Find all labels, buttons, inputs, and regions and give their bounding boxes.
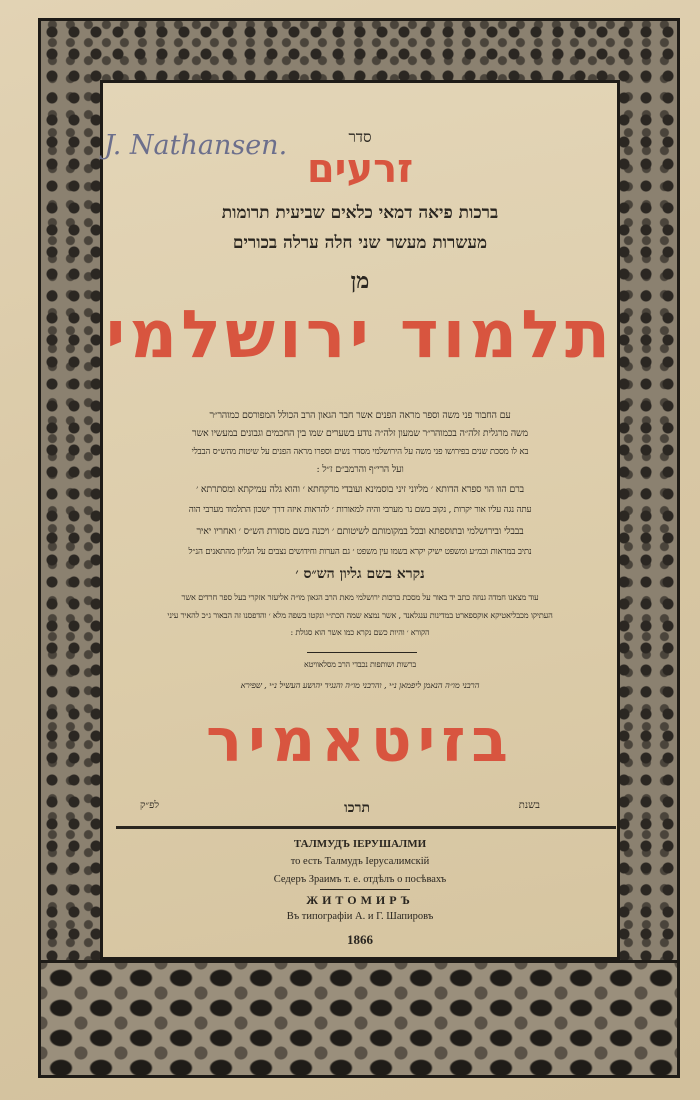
body-line: נקרא בשם גליון הש״ס ׳ bbox=[295, 566, 425, 582]
thick-rule bbox=[116, 826, 616, 829]
divider bbox=[320, 889, 410, 890]
printers-line-1: ברשות ושותפות נכבדי הרב מסלאוויטא bbox=[303, 660, 417, 669]
ornamental-border-bottom bbox=[38, 960, 680, 1078]
addendum-line: עוד מצאנו חמדה גנוזה כתב יד באור על מסכת ברכות ירושלמי מאת הרב הגאון מו״ה אליעזר אזקרי בעל ספר חרדים אשר bbox=[181, 592, 539, 602]
russian-city: ЖИТОМИРЪ bbox=[306, 893, 414, 907]
zeraim-title: זרעים bbox=[306, 146, 414, 192]
talmud-yerushalmi-title: תלמוד ירושלמי bbox=[105, 296, 615, 373]
year-line bbox=[140, 800, 540, 820]
year-suffix: לפ״ק bbox=[140, 800, 160, 811]
year-prefix: בשנת bbox=[518, 800, 540, 811]
addendum-line: הקורא ׳ והיות כשם נקרא כמו אשר הוא סגולת : bbox=[290, 628, 430, 637]
russian-title: ТАЛМУДЪ IЕРУШАЛМИ bbox=[293, 838, 427, 850]
body-line: ברם הוו הוי ספרא הדותא ׳ מליוני זיני בוסמינא ועובדי מרקחתא ׳ והוא גלה עמיקתא ומסתרתא ׳ bbox=[196, 484, 524, 495]
min-label: מן bbox=[350, 268, 370, 294]
body-line: בא לו מסכת שנים בפירושו פני משה על הירושלמי מסדר נשים וספרו מראה הפנים על שיטות מהש״ס הבבלי bbox=[191, 447, 529, 457]
russian-press: Въ типографiи А. и Г. Шапировъ bbox=[286, 911, 434, 922]
city-title: בזיטאמיר bbox=[206, 706, 514, 776]
hebrew-year: תרכו bbox=[344, 800, 370, 816]
seder-label: סדר bbox=[348, 128, 372, 146]
ownership-stamp: J. Nathansen. bbox=[104, 130, 288, 161]
body-line: נתיב במראות ובמ״ע ומשפט ישיק יקרא בשמו עין משפט ׳ גם הערות וחידושים נצבים על הגליון מהתאנים הנ״ל bbox=[188, 547, 532, 557]
printers-line-2: הרבני מו״ה הנאמן ליפמאן נ״י , והרבני מו״ה והנגיד יהושע העשיל נ״י , שפירא bbox=[240, 681, 480, 691]
body-line: עתה נגה עליו אור יקרות , נקוב בשם נר מערבי והיה למאורות ׳ להראות איזה דרך ישכון התלמוד מערבי הוה bbox=[188, 505, 532, 515]
tractates-line-2: מעשרות מעשר שני חלה ערלה בכורים bbox=[232, 233, 488, 253]
body-line: ועל הרי״ף והרמב״ם ז״ל : bbox=[316, 464, 404, 475]
body-line: משה מרגלית זלה״ה בכמוהר״ר שמעון זלה״ה נודע בשערים שמו בין החכמים וגבונים במעשיו אשר bbox=[192, 428, 528, 439]
gregorian-year: 1866 bbox=[347, 932, 373, 947]
body-line: בבבלי ובירושלמי ובתוספתא ובכל במקומותם לשיטותם ׳ ויכנה בשם מסורת הש״ס ׳ ואחריו יאיר bbox=[196, 526, 524, 537]
russian-line-2: то есть Талмудъ Iерусалимскiй bbox=[290, 856, 430, 867]
tractates-line-1: ברכות פיאה דמאי כלאים שביעית תרומות bbox=[221, 203, 499, 223]
addendum-line: העתיקו מכבליאטיקא אוקספארט במדינות ענגלאנד , אשר נמצא שמה הכת״י ונקטו בשפה מלא ׳ והדפסנו זה הבאור ג״כ להאיר עיני bbox=[167, 610, 553, 620]
body-line: עם החבור פני משה וספר מראה הפנים אשר חבר הגאון הרב הכולל המפורסם כמוהר״ר bbox=[209, 410, 511, 421]
russian-line-3: Седеръ Зраимъ т. е. отдѣлъ о посѣвахъ bbox=[273, 874, 447, 885]
divider bbox=[307, 652, 417, 653]
